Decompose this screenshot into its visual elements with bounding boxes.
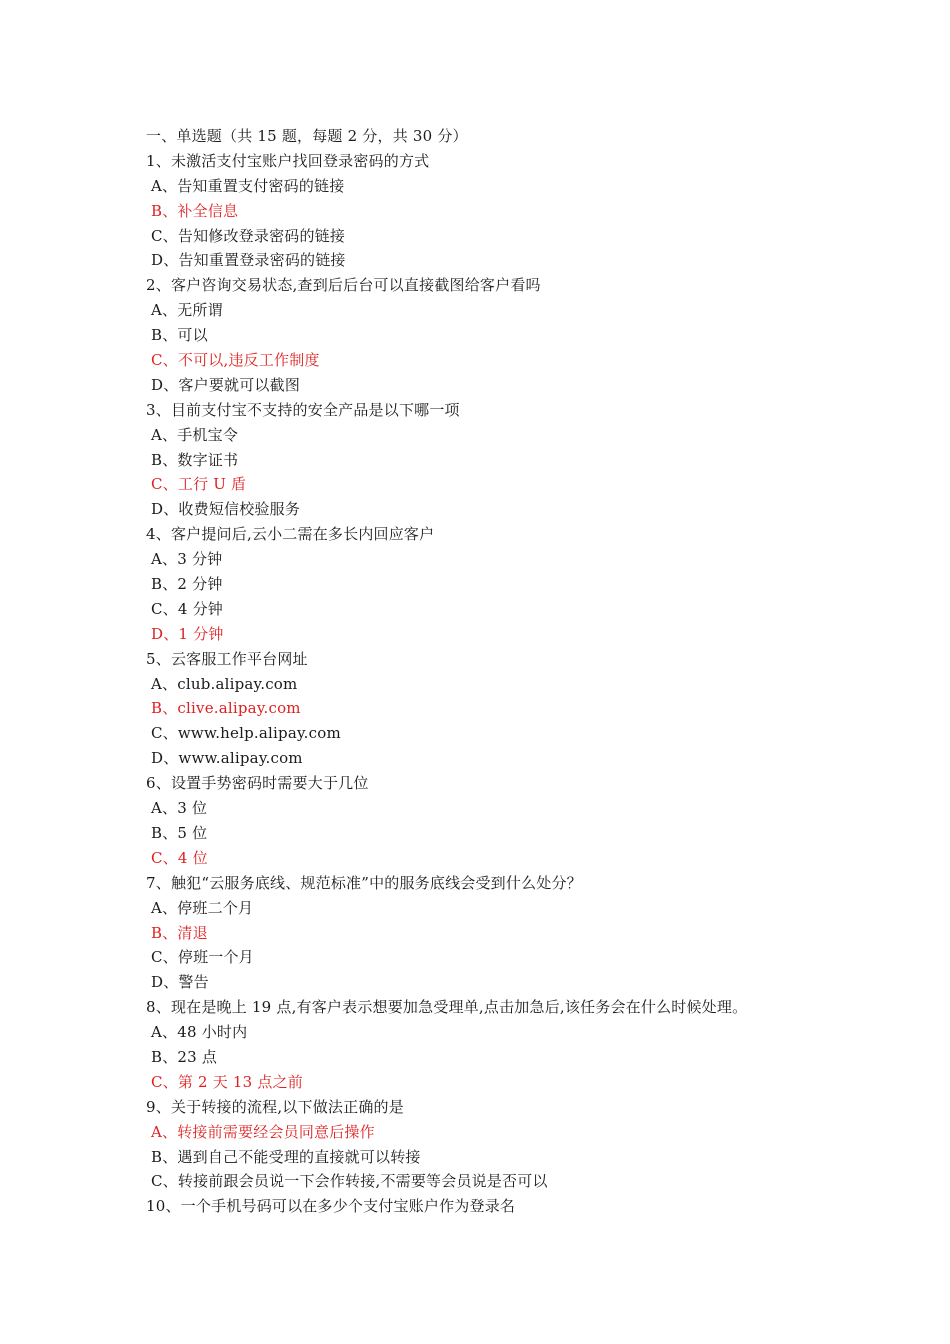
question-text: 9、关于转接的流程,以下做法正确的是: [146, 1097, 404, 1116]
answer-option: A、停班二个月: [151, 898, 254, 917]
question-text: 10、一个手机号码可以在多少个支付宝账户作为登录名: [146, 1197, 516, 1216]
question-text: 6、设置手势密码时需要大于几位: [146, 774, 369, 793]
correct-answer-option: B、clive.alipay.com: [151, 699, 301, 718]
answer-option: C、停班一个月: [151, 948, 254, 967]
question-text: 4、客户提问后,云小二需在多长内回应客户: [146, 525, 435, 544]
question-list: [146, 149, 926, 1219]
correct-answer-option: D、1 分钟: [151, 624, 224, 643]
question-text: 1、未激活支付宝账户找回登录密码的方式: [146, 151, 430, 170]
answer-option: B、23 点: [151, 1047, 218, 1066]
section-title: 一、单选题（共 15 题，每题 2 分，共 30 分）: [146, 127, 468, 145]
correct-answer-option: A、转接前需要经会员同意后操作: [151, 1122, 375, 1141]
answer-option: B、5 位: [151, 823, 208, 842]
answer-option: B、遇到自己不能受理的直接就可以转接: [151, 1147, 421, 1166]
answer-option: C、4 分钟: [151, 599, 223, 618]
question-text: 7、触犯“云服务底线、规范标准”中的服务底线会受到什么处分？: [146, 873, 582, 892]
question-text: 3、目前支付宝不支持的安全产品是以下哪一项: [146, 400, 460, 419]
answer-option: D、www.alipay.com: [151, 749, 303, 768]
correct-answer-option: C、4 位: [151, 848, 208, 867]
answer-option: D、警告: [151, 973, 209, 992]
answer-option: A、3 分钟: [151, 550, 223, 569]
correct-answer-option: B、补全信息: [151, 201, 239, 220]
correct-answer-option: C、工行 U 盾: [151, 475, 247, 494]
answer-option: B、2 分钟: [151, 575, 223, 594]
answer-option: B、可以: [151, 326, 208, 345]
answer-option: A、手机宝令: [151, 425, 239, 444]
answer-option: A、3 位: [151, 799, 208, 818]
correct-answer-option: C、第 2 天 13 点之前: [151, 1072, 303, 1091]
answer-option: D、客户要就可以截图: [151, 375, 301, 394]
answer-option: D、告知重置登录密码的链接: [151, 251, 346, 270]
answer-option: C、www.help.alipay.com: [151, 724, 341, 743]
correct-answer-option: C、不可以,违反工作制度: [151, 351, 320, 370]
question-text: 8、现在是晚上 19 点,有客户表示想要加急受理单,点击加急后,该任务会在什么时候处理。: [146, 998, 748, 1017]
question-text: 2、客户咨询交易状态,查到后后台可以直接截图给客户看吗: [146, 276, 541, 295]
question-text: 5、云客服工作平台网址: [146, 649, 308, 668]
correct-answer-option: B、清退: [151, 923, 208, 942]
answer-option: D、收费短信校验服务: [151, 500, 301, 519]
exam-document: [146, 124, 926, 1219]
answer-option: A、无所谓: [151, 301, 223, 320]
answer-option: A、告知重置支付密码的链接: [151, 176, 345, 195]
answer-option: B、数字证书: [151, 450, 239, 469]
answer-option: C、告知修改登录密码的链接: [151, 226, 346, 245]
answer-option: A、club.alipay.com: [151, 674, 298, 693]
answer-option: C、转接前跟会员说一下会作转接,不需要等会员说是否可以: [151, 1172, 548, 1191]
answer-option: A、48 小时内: [151, 1023, 248, 1042]
